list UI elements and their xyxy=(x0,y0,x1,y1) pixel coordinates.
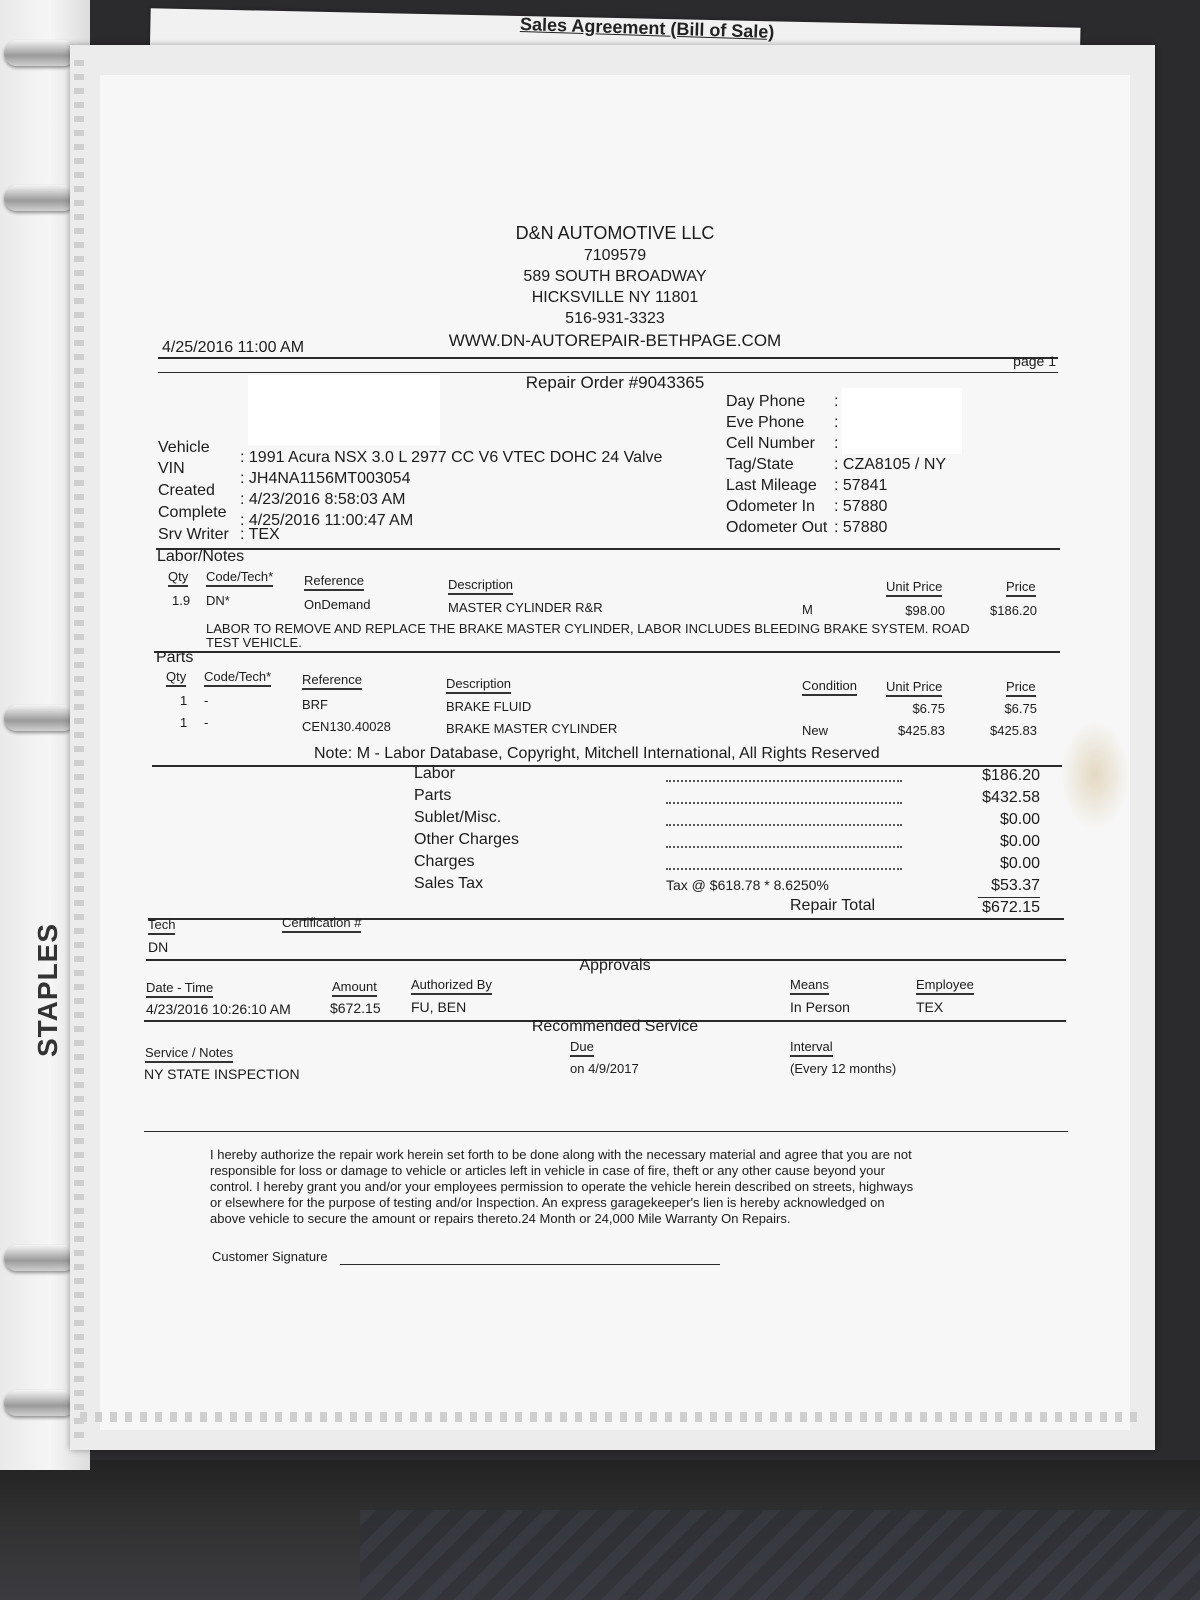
coffee-stain xyxy=(1060,720,1130,830)
labor-note-line2: TEST VEHICLE. xyxy=(206,635,302,650)
srv-writer-label: Srv Writer xyxy=(158,526,229,543)
parts-header-unit-price: Unit Price xyxy=(886,679,942,697)
parts-header-reference: Reference xyxy=(302,672,362,690)
created-value: : 4/23/2016 8:58:03 AM xyxy=(240,491,406,508)
company-website: WWW.DN-AUTOREPAIR-BETHPAGE.COM xyxy=(448,331,782,350)
recommended-interval: (Every 12 months) xyxy=(790,1061,897,1076)
total-label-sublet: Sublet/Misc. xyxy=(414,809,502,826)
parts-row1-qty: 1 xyxy=(180,693,188,708)
total-amount-sublet: $0.00 xyxy=(999,811,1040,828)
odometer-in-value: : 57880 xyxy=(834,498,888,515)
parts-header-condition: Condition xyxy=(802,678,857,696)
binder-brand: STAPLES xyxy=(32,922,63,1058)
last-mileage-value: : 57841 xyxy=(834,477,888,494)
complete-value: : 4/25/2016 11:00:47 AM xyxy=(240,512,414,529)
leader-dots xyxy=(666,868,902,870)
terms-line: or elsewhere for the purpose of testing and/or Inspection. An express garagekeeper's lien is hereby acknowledged on xyxy=(210,1195,885,1210)
binder-ring-icon xyxy=(4,705,76,731)
labor-row-unit-price: $98.00 xyxy=(905,603,945,618)
approval-authorized-by: FU, BEN xyxy=(411,999,467,1015)
labor-header-qty: Qty xyxy=(168,569,188,587)
labor-section-title: Labor/Notes xyxy=(157,548,245,565)
sheet-protector-edge xyxy=(80,1412,1140,1422)
leader-dots xyxy=(666,824,902,826)
parts-row2-condition: New xyxy=(802,723,829,738)
company-id: 7109579 xyxy=(583,247,647,264)
binder-ring-icon xyxy=(4,1245,76,1271)
repair-total-label: Repair Total xyxy=(790,897,876,914)
terms-line: I hereby authorize the repair work herein set forth to be done along with the necessary material and agree that you are not xyxy=(210,1147,912,1162)
total-label-parts: Parts xyxy=(414,787,452,804)
labor-database-note: Note: M - Labor Database, Copyright, Mitchell International, All Rights Reserved xyxy=(314,745,880,762)
recommended-header-interval: Interval xyxy=(790,1039,833,1057)
leader-dots xyxy=(666,780,902,782)
company-address-line2: HICKSVILLE NY 11801 xyxy=(531,289,699,306)
odometer-in-label: Odometer In xyxy=(726,498,815,515)
vehicle-label: Vehicle xyxy=(158,439,210,456)
cell-number-value: : xyxy=(834,435,839,452)
labor-row-price: $186.20 xyxy=(990,603,1037,618)
order-datetime: 4/25/2016 11:00 AM xyxy=(162,339,305,356)
tech-value: DN xyxy=(148,939,169,955)
company-phone: 516-931-3323 xyxy=(565,310,665,327)
terms-line: above vehicle to secure the amount or repairs thereto.24 Month or 24,000 Mile Warranty On Repairs. xyxy=(210,1211,791,1226)
parts-row1-reference: BRF xyxy=(302,697,328,712)
company-address-line1: 589 SOUTH BROADWAY xyxy=(523,268,707,285)
labor-header-description: Description xyxy=(448,577,513,595)
approvals-header-means: Means xyxy=(790,977,829,995)
eve-phone-label: Eve Phone xyxy=(726,414,805,431)
labor-divider xyxy=(156,548,1060,550)
back-sheet-title: Sales Agreement (Bill of Sale) xyxy=(519,14,775,42)
tag-state-value: : CZA8105 / NY xyxy=(834,456,947,473)
leader-dots xyxy=(666,802,902,804)
vehicle-value: : 1991 Acura NSX 3.0 L 2977 CC V6 VTEC DOHC 24 Valve xyxy=(240,449,663,466)
redacted-phone-numbers xyxy=(842,388,962,454)
approvals-header-datetime: Date - Time xyxy=(146,980,213,998)
recommended-header-due: Due xyxy=(570,1039,594,1057)
parts-row2-reference: CEN130.40028 xyxy=(302,719,391,734)
labor-row-reference: OnDemand xyxy=(304,597,371,612)
sheet-protector-holes xyxy=(74,60,84,1440)
approvals-header-employee: Employee xyxy=(916,977,974,995)
totals-divider xyxy=(152,765,1062,767)
labor-row-code: DN* xyxy=(206,593,230,608)
certification-label: Certification # xyxy=(282,915,361,933)
parts-header-qty: Qty xyxy=(166,669,186,687)
recommended-service: NY STATE INSPECTION xyxy=(144,1066,300,1082)
total-label-charges: Charges xyxy=(414,853,475,870)
approvals-header-amount: Amount xyxy=(332,979,377,997)
leader-dots xyxy=(666,846,902,848)
binder-ring-icon xyxy=(4,1390,76,1416)
total-label-labor: Labor xyxy=(414,765,455,782)
vin-label: VIN xyxy=(158,460,185,477)
terms-divider xyxy=(144,1131,1068,1132)
labor-header-code: Code/Tech* xyxy=(206,569,273,587)
recommended-due: on 4/9/2017 xyxy=(570,1061,639,1076)
labor-header-reference: Reference xyxy=(304,573,364,591)
repair-order-document xyxy=(100,75,1130,1430)
total-label-sales-tax: Sales Tax xyxy=(414,875,484,892)
total-amount-charges: $0.00 xyxy=(999,855,1040,872)
last-mileage-label: Last Mileage xyxy=(726,477,817,494)
created-label: Created xyxy=(158,482,215,499)
complete-label: Complete xyxy=(158,504,227,521)
parts-header-price: Price xyxy=(1006,679,1036,697)
approvals-title: Approvals xyxy=(579,957,651,974)
recommended-title: Recommended Service xyxy=(531,1018,699,1035)
customer-signature-line xyxy=(340,1264,720,1265)
labor-row-flag: M xyxy=(802,602,813,617)
parts-divider xyxy=(154,651,1060,653)
binder-ring-icon xyxy=(4,185,76,211)
parts-header-description: Description xyxy=(446,676,511,694)
vin-value: : JH4NA1156MT003054 xyxy=(240,470,411,487)
parts-row2-unit-price: $425.83 xyxy=(898,723,945,738)
approval-means: In Person xyxy=(790,999,850,1015)
repair-total-amount: $672.15 xyxy=(982,899,1040,916)
approval-employee: TEX xyxy=(916,999,944,1015)
odometer-out-label: Odometer Out xyxy=(726,519,828,536)
parts-header-code: Code/Tech* xyxy=(204,669,271,687)
srv-writer-value: : TEX xyxy=(240,526,280,543)
approval-amount: $672.15 xyxy=(330,1000,381,1016)
parts-row2-price: $425.83 xyxy=(990,723,1037,738)
parts-row2-qty: 1 xyxy=(180,715,188,730)
total-label-other-charges: Other Charges xyxy=(414,831,519,848)
cell-number-label: Cell Number xyxy=(726,435,815,452)
odometer-out-value: : 57880 xyxy=(834,519,888,536)
total-amount-sales-tax: $53.37 xyxy=(991,877,1040,894)
parts-section-title: Parts xyxy=(156,649,194,666)
sales-tax-calculation: Tax @ $618.78 * 8.6250% xyxy=(666,877,829,893)
desk-rug xyxy=(360,1510,1200,1600)
labor-row-qty: 1.9 xyxy=(172,593,191,608)
tag-state-label: Tag/State xyxy=(726,456,794,473)
total-amount-parts: $432.58 xyxy=(982,789,1040,806)
subtotal-underline xyxy=(978,897,1040,898)
parts-row1-description: BRAKE FLUID xyxy=(446,699,532,714)
parts-row2-description: BRAKE MASTER CYLINDER xyxy=(446,721,618,736)
day-phone-label: Day Phone xyxy=(726,393,806,410)
parts-row1-price: $6.75 xyxy=(1004,701,1037,716)
labor-note-line1: LABOR TO REMOVE AND REPLACE THE BRAKE MASTER CYLINDER, LABOR INCLUDES BLEEDING BRAKE SYSTEM. ROAD xyxy=(206,621,970,636)
redacted-customer-name xyxy=(248,375,440,445)
terms-line: responsible for loss or damage to vehicle or articles left in vehicle in case of fire, theft or any other cause beyond your xyxy=(210,1163,885,1178)
tech-label: Tech xyxy=(148,917,175,935)
total-amount-other-charges: $0.00 xyxy=(999,833,1040,850)
approval-datetime: 4/23/2016 10:26:10 AM xyxy=(146,1001,291,1017)
parts-row1-unit-price: $6.75 xyxy=(912,701,945,716)
eve-phone-value: : xyxy=(834,414,839,431)
parts-row1-code: - xyxy=(204,693,209,708)
total-amount-labor: $186.20 xyxy=(982,767,1040,784)
terms-line: control. I hereby grant you and/or your employees permission to operate the vehicle herein described on streets, highways xyxy=(210,1179,914,1194)
labor-header-price: Price xyxy=(1006,579,1036,597)
labor-row-description: MASTER CYLINDER R&R xyxy=(448,600,603,615)
page-number: page 1 xyxy=(1013,353,1056,369)
parts-row2-code: - xyxy=(204,715,209,730)
repair-order-number: Repair Order #9043365 xyxy=(525,373,705,392)
day-phone-value: : xyxy=(834,393,839,410)
recommended-header-service: Service / Notes xyxy=(145,1045,233,1063)
binder-ring-icon xyxy=(4,40,76,66)
company-name: D&N AUTOMOTIVE LLC xyxy=(515,223,715,243)
customer-signature-label: Customer Signature xyxy=(212,1249,328,1264)
labor-header-unit-price: Unit Price xyxy=(886,579,942,597)
approvals-header-authorized-by: Authorized By xyxy=(411,977,492,995)
header-divider xyxy=(158,357,1058,359)
